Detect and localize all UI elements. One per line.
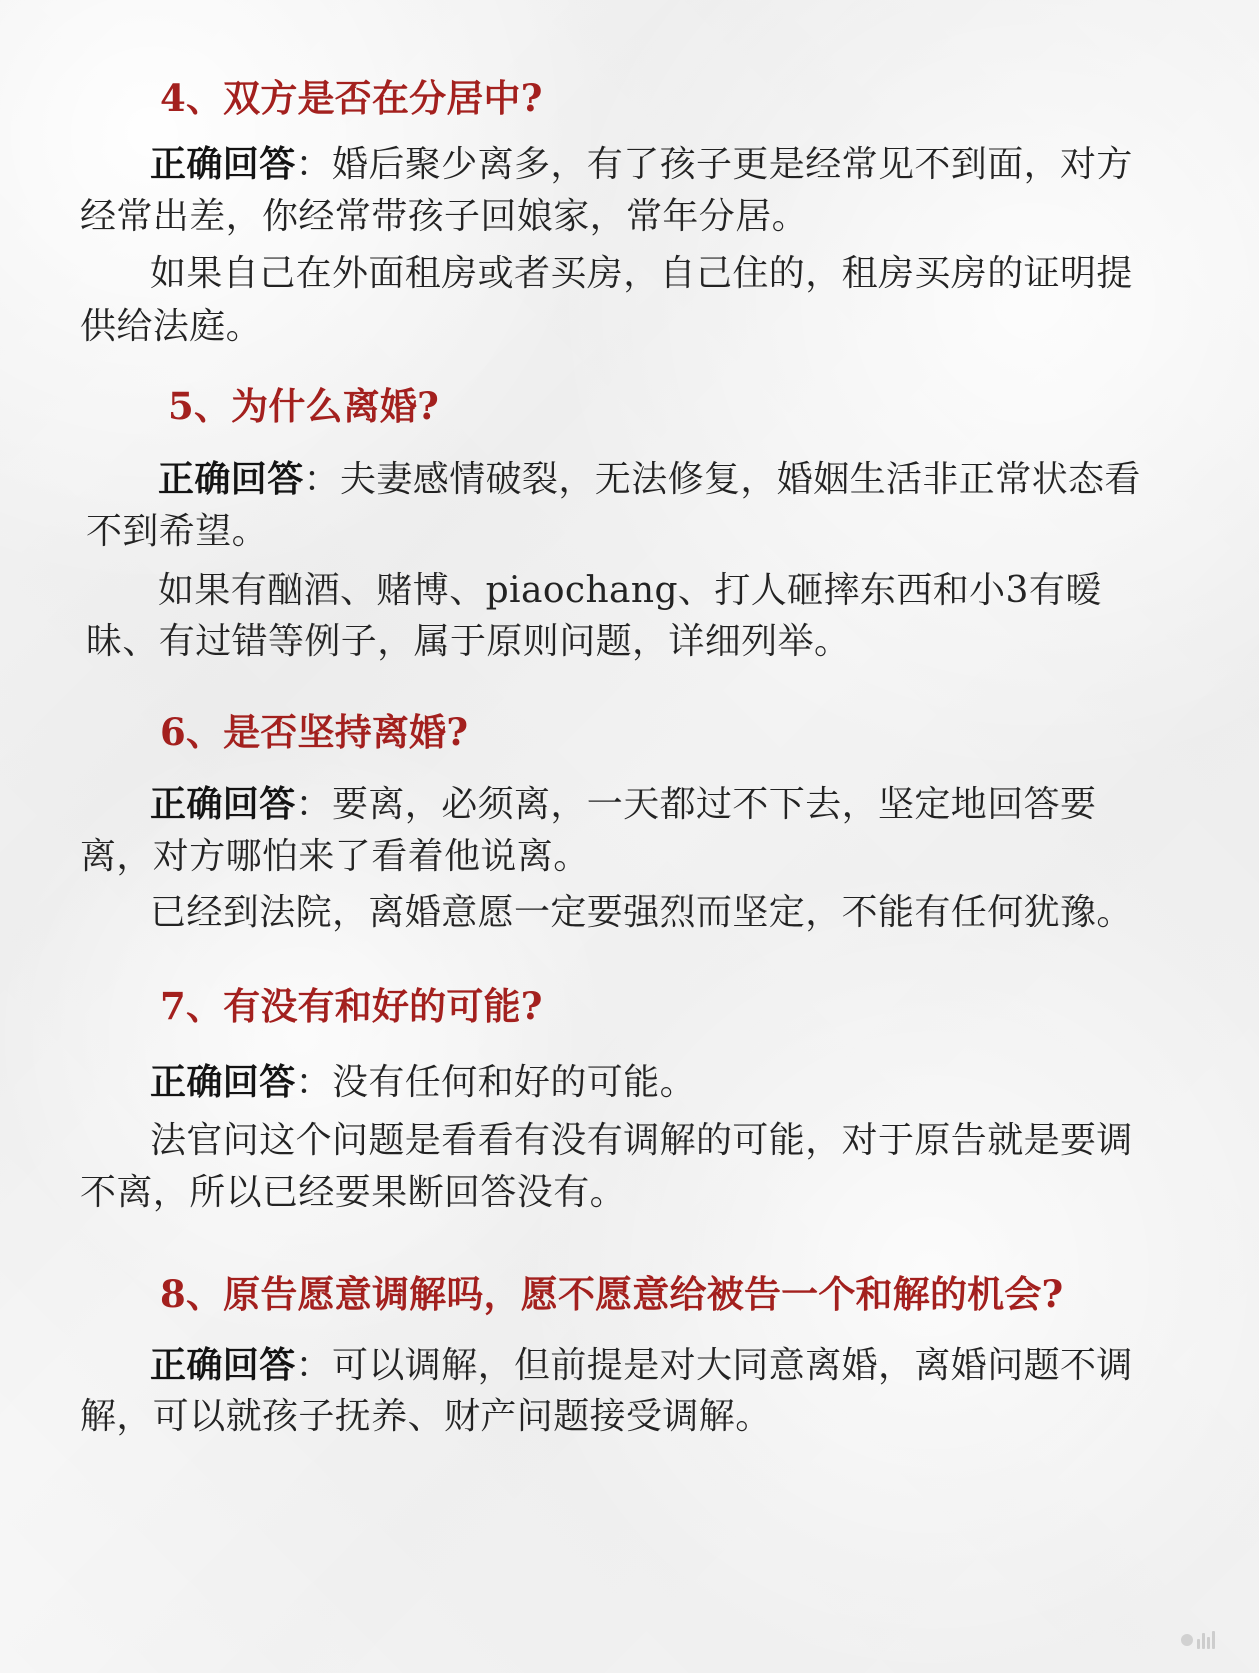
question-7-note-line-2: 不离，所以已经要果断回答没有。 <box>80 1172 627 1213</box>
correct-answer-label: 正确回答 <box>158 458 304 500</box>
question-4-answer-line-2: 经常出差，你经常带孩子回娘家，常年分居。 <box>80 196 809 237</box>
correct-answer-label: 正确回答 <box>150 1061 296 1103</box>
question-5-answer-line-1 <box>158 451 1141 508</box>
question-6-answer-text-1: ：要离，必须离，一天都过不下去，坚定地回答要 <box>295 784 1097 825</box>
question-6-answer-line-1 <box>150 776 1096 833</box>
question-8-answer-line-1 <box>150 1337 1133 1394</box>
question-6-answer-line-2: 离，对方哪怕来了看着他说离。 <box>80 836 590 877</box>
correct-answer-label: 正确回答 <box>150 1344 296 1386</box>
question-7-answer-line-1 <box>150 1054 696 1111</box>
question-5-heading: 5、为什么离婚? <box>168 384 440 428</box>
question-8-heading: 8、原告愿意调解吗，愿不愿意给被告一个和解的机会? <box>160 1272 1064 1316</box>
correct-answer-label: 正确回答 <box>150 783 296 825</box>
question-7-note-line-1: 法官问这个问题是看看有没有调解的可能，对于原告就是要调 <box>150 1120 1133 1161</box>
question-5-answer-line-2: 不到希望。 <box>86 511 269 552</box>
correct-answer-label: 正确回答 <box>150 143 296 185</box>
question-6-note-line-1: 已经到法院，离婚意愿一定要强烈而坚定，不能有任何犹豫。 <box>150 892 1133 933</box>
question-4-answer-text-1: ：婚后聚少离多，有了孩子更是经常见不到面，对方 <box>295 144 1133 185</box>
question-5-answer-text-1: ：夫妻感情破裂，无法修复，婚姻生活非正常状态看 <box>303 459 1141 500</box>
question-5-note-line-1: 如果有酗酒、赌博、piaochang、打人砸摔东西和小3有暧 <box>158 570 1102 611</box>
question-5-note-line-2: 昧、有过错等例子，属于原则问题，详细列举。 <box>86 621 851 662</box>
question-4-note-line-1: 如果自己在外面租房或者买房，自己住的，租房买房的证明提 <box>150 253 1133 294</box>
question-4-heading: 4、双方是否在分居中? <box>160 76 543 120</box>
watermark-bars-icon <box>1197 1631 1215 1649</box>
logo-icon <box>1155 1623 1241 1657</box>
question-7-answer-text-1: ：没有任何和好的可能。 <box>295 1062 697 1103</box>
question-8-answer-line-2: 解，可以就孩子抚养、财产问题接受调解。 <box>80 1396 772 1437</box>
question-4-answer-line-1 <box>150 136 1133 193</box>
watermark-dot-icon <box>1181 1634 1193 1646</box>
question-7-heading: 7、有没有和好的可能? <box>160 984 543 1028</box>
question-6-heading: 6、是否坚持离婚? <box>160 710 469 754</box>
question-4-note-line-2: 供给法庭。 <box>80 306 263 347</box>
question-8-answer-text-1: ：可以调解，但前提是对大同意离婚，离婚问题不调 <box>295 1345 1133 1386</box>
